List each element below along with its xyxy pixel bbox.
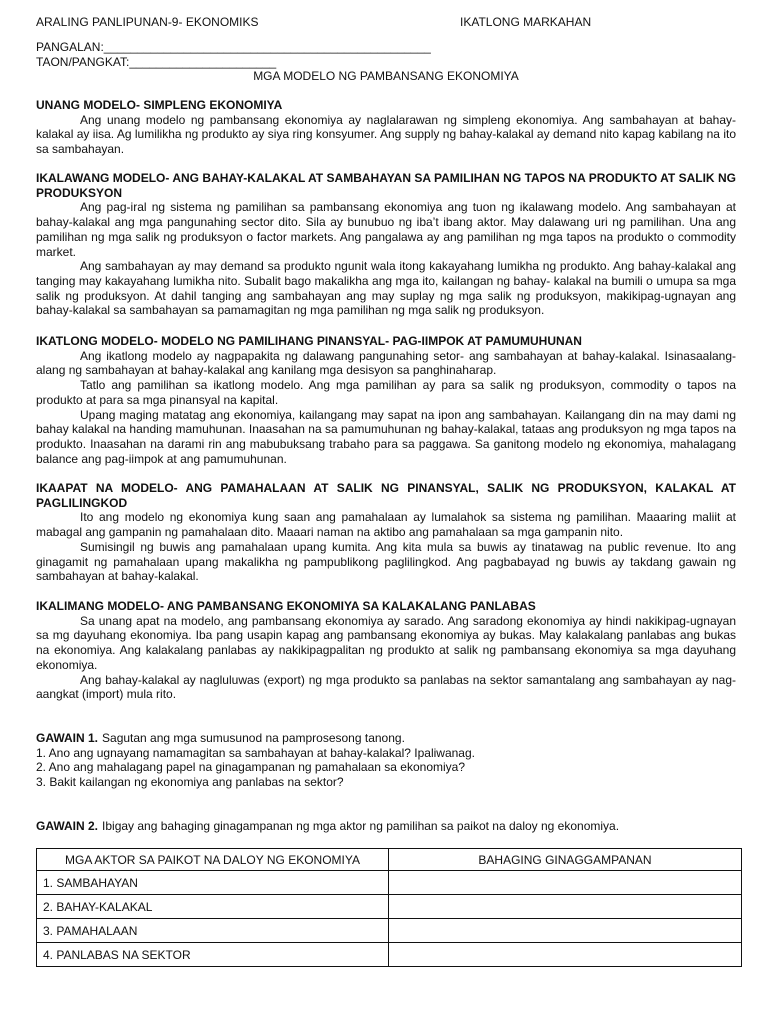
activity-1-instruction: Sagutan ang mga sumusunod na pamprosesong tanong. — [102, 731, 405, 745]
model-2-heading: IKALAWANG MODELO- ANG BAHAY-KALAKAL AT SAMBAHAYAN SA PAMILIHAN NG TAPOS NA PRODUKTO AT SALIK NG PRODUKSYON — [36, 171, 736, 200]
model-3-section — [36, 334, 736, 466]
activity-1 — [36, 731, 736, 790]
document-header — [36, 15, 736, 30]
name-field: PANGALAN:_________________________________________________ — [36, 40, 431, 54]
model-5-paragraph-1: Sa unang apat na modelo, ang pambansang ekonomiya ay sarado. Ang saradong ekonomiya ay hindi nakikipag-ugnayan sa mg dayuhang ekonomiya. Iba pang usapin kapag ang pambansang ekonomiya ay bukas. May kalakalang panlabas ang bukas na ekonomiya. Ang kalakalang panlabas ay nakikipagpalitan ng produkto at salik ng pambansang ekonomiya sa mga dayuhang ekonomiya. — [36, 613, 736, 672]
actor-cell: 2. BAHAY-KALAKAL — [37, 895, 389, 919]
document-title: MGA MODELO NG PAMBANSANG EKONOMIYA — [253, 69, 519, 83]
quarter-label: IKATLONG MARKAHAN — [460, 15, 592, 29]
activity-1-instruction-line — [36, 731, 736, 746]
activity-2-instruction: Ibigay ang bahaging ginagampanan ng mga aktor ng pamilihan sa paikot na daloy ng ekonomiya. — [102, 819, 620, 833]
role-answer-cell — [389, 871, 742, 895]
model-3-paragraph-2: Tatlo ang pamilihan sa ikatlong modelo. Ang mga pamilihan ay para sa salik ng produksyon, commodity o tapos na produkto at para sa mga pinansyal na kapital. — [36, 378, 736, 407]
actors-column-header: MGA AKTOR SA PAIKOT NA DALOY NG EKONOMIYA — [37, 849, 389, 871]
model-1-section — [36, 98, 736, 157]
year-section-field: TAON/PANGKAT:______________________ — [36, 54, 277, 69]
actor-cell: 1. SAMBAHAYAN — [37, 871, 389, 895]
activity-2 — [36, 819, 736, 834]
roles-column-header: BAHAGING GINAGGAMPANAN — [389, 849, 742, 871]
model-4-section — [36, 481, 736, 584]
actors-table — [36, 848, 742, 967]
table-row — [37, 895, 742, 919]
activity-1-question-3: 3. Bakit kailangan ng ekonomiya ang panlabas na sektor? — [36, 775, 344, 790]
role-answer-cell — [389, 943, 742, 967]
model-2-section — [36, 171, 736, 318]
table-row — [37, 871, 742, 895]
table-header-row — [37, 849, 742, 871]
role-answer-cell — [389, 919, 742, 943]
model-4-paragraph-2: Sumisingil ng buwis ang pamahalaan upang kumita. Ang kita mula sa buwis ay tinatawag na public revenue. Ito ang ginagamit ng pamahalaan upang makalikha ng pampublikong paglilingkod. Ang pagbabayad ng buwis ay takdang gawain ng sambahayan at bahay-kalakal. — [36, 539, 736, 584]
actor-cell: 4. PANLABAS NA SEKTOR — [37, 943, 389, 967]
table-row — [37, 919, 742, 943]
activity-1-label: GAWAIN 1. — [36, 731, 99, 745]
activity-2-label: GAWAIN 2. — [36, 819, 99, 833]
model-2-paragraph-2: Ang sambahayan ay may demand sa produkto ngunit wala itong kakayahang lumikha ng produkto. Ang bahay-kalakal ang tanging may kakayahang lumikha nito. Subalit bago makalikha ang mga ito, kailangan ng bahay- kalakal na bumili o umupa sa mga salik ng produksyon. At dahil tanging ang sambahayan ang may suplay ng mga salik ng produksyon, makikipag-ugnayan ang bahay-kalakal sa sambahayan sa pamamagitan ng mga pamilihan ng mga salik ng produksyon. — [36, 259, 736, 318]
model-5-paragraph-2: Ang bahay-kalakal ay nagluluwas (export) ng mga produkto sa panlabas na sektor samantalang ang sambahayan ay nag-aangkat (import) mula rito. — [36, 672, 736, 702]
model-4-paragraph-1: Ito ang modelo ng ekonomiya kung saan ang pamahalaan ay lumalahok sa sistema ng pamilihan. Maaaring maliit at mabagal ang gampanin ng pamahalaan dito. Maaari naman na aktibo ang pamahalaan sa mga gampanin nito. — [36, 510, 736, 540]
model-2-paragraph-1: Ang pag-iral ng sistema ng pamilihan sa pambansang ekonomiya ang tuon ng ikalawang modelo. Ang sambahayan at bahay-kalakal ang mga pangunahing sector dito. Sila ay bunubuo ng iba’t ibang aktor. May dalawang uri ng pamilihan. Una ang pamilihan ng mga salik ng produksyon o factor markets. Ang pangalawa ay ang pamilihan ng mga tapos na produkto o commodity market. — [36, 200, 736, 259]
activity-1-question-1: 1. Ano ang ugnayang namamagitan sa sambahayan at bahay-kalakal? Ipaliwanag. — [36, 745, 475, 760]
subject-label: ARALING PANLIPUNAN-9- EKONOMIKS — [36, 15, 259, 29]
table-row — [37, 943, 742, 967]
model-1-heading: UNANG MODELO- SIMPLENG EKONOMIYA — [36, 98, 283, 112]
model-3-paragraph-3: Upang maging matatag ang ekonomiya, kailangang may sapat na ipon ang sambahayan. Kailangang din na may dami ng bahay kalakal na handing mamuhunan. Inaasahan na sa pamumuhunan ng bahay-kalakal, tataas ang produksyon ng mga tapos na produkto. Inaasahan na darami rin ang mabubuksang trabaho para sa paggawa. Sa ganitong modelo ng ekonomiya, mahalagang balance ang pag-iimpok at ang pamumuhunan. — [36, 407, 736, 466]
model-5-heading: IKALIMANG MODELO- ANG PAMBANSANG EKONOMIYA SA KALAKALANG PANLABAS — [36, 599, 536, 613]
model-3-paragraph-1: Ang ikatlong modelo ay nagpapakita ng dalawang pangunahing setor- ang sambahayan at bahay-kalakal. Isinasaalang-alang ng sambahayan at bahay-kalakal ang kanilang mga desisyon sa panghinaharap. — [36, 348, 736, 378]
actor-cell: 3. PAMAHALAAN — [37, 919, 389, 943]
model-1-paragraph-1: Ang unang modelo ng pambansang ekonomiya ay naglalarawan ng simpleng ekonomiya. Ang sambahayan at bahay-kalakal ay iisa. Ag lumilikha ng produkto ay siya ring konsyumer. Ang supply ng bahay-kalakal ay demand nito kapag kabilang na ito sa sambahayan. — [36, 112, 736, 157]
model-3-heading: IKATLONG MODELO- MODELO NG PAMILIHANG PINANSYAL- PAG-IIMPOK AT PAMUMUHUNAN — [36, 334, 582, 348]
model-4-heading: IKAAPAT NA MODELO- ANG PAMAHALAAN AT SALIK NG PINANSYAL, SALIK NG PRODUKSYON, KALAKAL AT PAGLILINGKOD — [36, 481, 736, 510]
role-answer-cell — [389, 895, 742, 919]
model-5-section — [36, 599, 736, 702]
activity-1-question-2: 2. Ano ang mahalagang papel na ginagampanan ng pamahalaan sa ekonomiya? — [36, 760, 465, 775]
